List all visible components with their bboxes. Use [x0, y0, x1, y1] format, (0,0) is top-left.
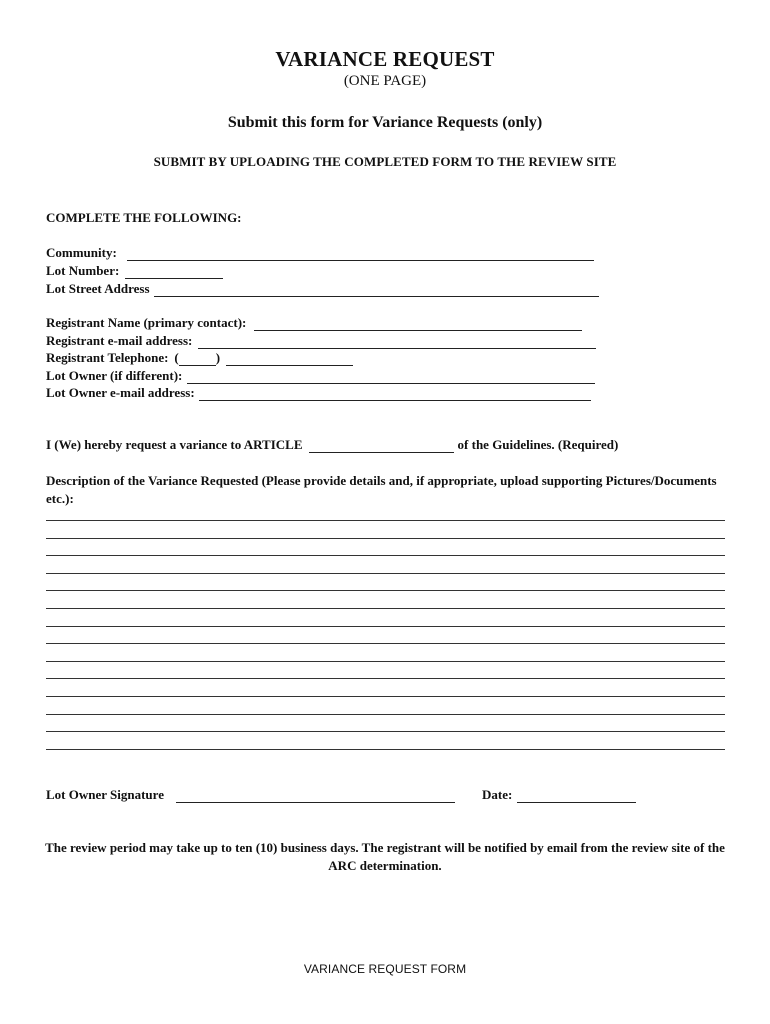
description-line[interactable] — [46, 696, 725, 697]
lot-street-address-label: Lot Street Address — [46, 281, 150, 296]
lot-owner-field — [46, 368, 595, 384]
lot-owner-input-line[interactable] — [187, 371, 595, 384]
registrant-email-input-line[interactable] — [198, 336, 596, 349]
page-title: VARIANCE REQUEST — [275, 47, 495, 71]
lot-number-input-line[interactable] — [125, 266, 223, 279]
open-paren: ( — [174, 350, 179, 365]
area-code-input-line[interactable] — [179, 353, 216, 366]
description-line[interactable] — [46, 555, 725, 556]
description-line[interactable] — [46, 731, 725, 732]
description-line[interactable] — [46, 573, 725, 574]
description-line[interactable] — [46, 538, 725, 539]
lot-owner-email-input-line[interactable] — [199, 388, 591, 401]
lot-owner-email-label: Lot Owner e-mail address: — [46, 385, 195, 400]
lot-street-address-input-line[interactable] — [154, 284, 599, 297]
description-line[interactable] — [46, 590, 725, 591]
description-line[interactable] — [46, 714, 725, 715]
registrant-name-input-line[interactable] — [254, 318, 582, 331]
description-line[interactable] — [46, 749, 725, 750]
registrant-name-field — [46, 315, 582, 331]
close-paren: ) — [215, 350, 221, 365]
date-label: Date: — [481, 787, 513, 802]
registrant-email-field — [46, 333, 596, 349]
community-input-line[interactable] — [127, 248, 594, 261]
registrant-telephone-field — [46, 350, 353, 366]
description-line[interactable] — [46, 661, 725, 662]
request-prefix: I (We) hereby request a variance to ARTICLE — [46, 437, 303, 452]
telephone-input-line[interactable] — [226, 353, 353, 366]
lot-owner-email-field — [46, 385, 591, 401]
community-label: Community: — [46, 245, 117, 260]
description-line[interactable] — [46, 608, 725, 609]
signature-input-line[interactable] — [176, 790, 455, 803]
article-input-line[interactable] — [309, 440, 454, 453]
review-period-note — [0, 839, 770, 875]
lot-number-field — [46, 263, 223, 279]
request-suffix: of the Guidelines. (Required) — [457, 437, 619, 452]
registrant-email-label: Registrant e-mail address: — [46, 333, 193, 348]
lot-number-label: Lot Number: — [46, 263, 120, 278]
page-footer: VARIANCE REQUEST FORM — [303, 962, 467, 976]
lot-owner-label: Lot Owner (if different): — [46, 368, 183, 383]
registrant-name-label: Registrant Name (primary contact): — [46, 315, 247, 330]
description-line[interactable] — [46, 626, 725, 627]
variance-article-request — [46, 437, 618, 453]
signature-row — [46, 787, 636, 803]
submit-note: SUBMIT BY UPLOADING THE COMPLETED FORM TO THE REVIEW SITE — [153, 154, 617, 169]
description-label: Description of the Variance Requested (Please provide details and, if appropriate, upload supporting Pictures/Documents etc.): — [46, 473, 717, 506]
community-field — [46, 245, 594, 261]
section-heading: COMPLETE THE FOLLOWING: — [46, 210, 242, 225]
lot-street-address-field — [46, 281, 599, 297]
review-period-text: The review period may take up to ten (10) business days. The registrant will be notified by email from the review site of the ARC determination. — [45, 840, 725, 873]
description-line[interactable] — [46, 678, 725, 679]
area-code-group[interactable] — [174, 350, 220, 366]
signature-label: Lot Owner Signature — [46, 787, 164, 802]
page-subtitle: (ONE PAGE) — [343, 73, 427, 89]
date-input-line[interactable] — [517, 790, 636, 803]
form-instruction: Submit this form for Variance Requests (only) — [227, 114, 543, 131]
description-line[interactable] — [46, 643, 725, 644]
registrant-telephone-label: Registrant Telephone: — [46, 350, 169, 365]
description-line[interactable] — [46, 520, 725, 521]
